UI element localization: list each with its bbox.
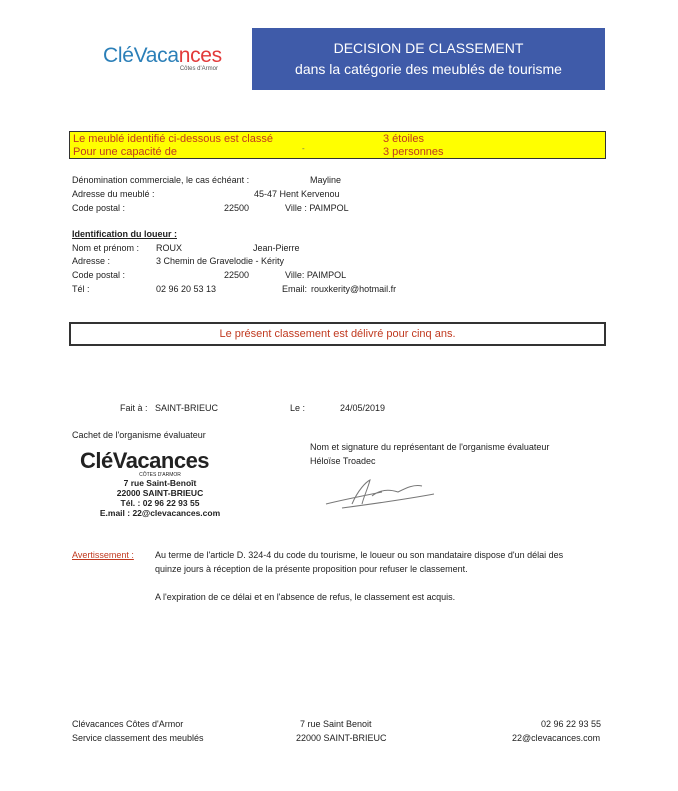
stamp-address: 7 rue Saint-Benoît	[123, 478, 197, 488]
organisme-stamp	[80, 448, 240, 518]
denom-label: Dénomination commerciale, le cas échéant :	[72, 175, 250, 185]
validity-notice: Le présent classement est délivré pour cinq ans.	[69, 322, 606, 346]
email-value: rouxkerity@hotmail.fr	[311, 284, 397, 294]
footer-service: Service classement des meublés	[72, 733, 204, 743]
footer-address: 7 rue Saint Benoit	[300, 719, 372, 729]
nom-value: ROUX	[156, 243, 183, 253]
cp-loueur-value: 22500	[224, 270, 250, 280]
classement-label-2: Pour une capacité de	[73, 146, 177, 158]
cp-meuble-label: Code postal :	[72, 203, 126, 213]
handwritten-signature	[322, 474, 442, 514]
logo-subtitle: Côtes d'Armor	[179, 66, 218, 72]
title-banner	[252, 28, 605, 90]
ville-loueur: Ville: PAIMPOL	[285, 270, 347, 280]
signature-label: Nom et signature du représentant de l'organisme évaluateur	[310, 442, 550, 452]
fait-value: SAINT-BRIEUC	[155, 403, 219, 413]
loueur-heading: Identification du loueur :	[72, 229, 177, 239]
stamp-sub: CÔTES D'ARMOR	[139, 472, 181, 478]
footer-city: 22000 SAINT-BRIEUC	[296, 733, 387, 743]
date-value: 24/05/2019	[340, 403, 386, 413]
cachet-label: Cachet de l'organisme évaluateur	[72, 430, 206, 440]
stamp-city: 22000 SAINT-BRIEUC	[116, 488, 204, 498]
adresse-loueur-label: Adresse :	[72, 256, 111, 266]
classement-value-1: 3 étoiles	[383, 133, 424, 145]
cp-meuble-value: 22500	[224, 203, 250, 213]
ville-meuble: Ville : PAIMPOL	[285, 203, 349, 213]
adresse-meuble-value: 45-47 Hent Kervenou	[254, 189, 340, 199]
tel-label: Tél :	[72, 284, 90, 294]
avertissement-text-2: quinze jours à réception de la présente proposition pour refuser le classement.	[155, 564, 468, 574]
adresse-loueur-value: 3 Chemin de Gravelodie - Kérity	[156, 256, 285, 266]
stamp-brand: CléVacances	[80, 448, 210, 473]
classement-label-1: Le meublé identifié ci-dessous est classé	[73, 133, 273, 145]
email-label: Email:	[282, 284, 308, 294]
title-line1: DECISION DE CLASSEMENT	[333, 40, 524, 56]
stamp-email: E.mail : 22@clevacances.com	[99, 508, 221, 518]
clevacances-logo	[103, 44, 238, 72]
avertissement-text-1: Au terme de l'article D. 324-4 du code du tourisme, le loueur ou son mandataire dispose d'un délai des	[155, 550, 564, 560]
nom-label: Nom et prénom :	[72, 243, 140, 253]
footer-phone: 02 96 22 93 55	[541, 719, 602, 729]
footer-org-name: Clévacances Côtes d'Armor	[72, 719, 184, 729]
classement-mark: -	[302, 144, 305, 153]
cp-loueur-label: Code postal :	[72, 270, 126, 280]
avertissement-text-3: A l'expiration de ce délai et en l'absence de refus, le classement est acquis.	[155, 592, 456, 602]
avertissement-label: Avertissement :	[72, 550, 134, 560]
title-line2: dans la catégorie des meublés de tourisme	[295, 61, 562, 77]
date-label: Le :	[290, 403, 306, 413]
footer-email: 22@clevacances.com	[512, 733, 601, 743]
logo-wordmark: CléVacances	[103, 44, 222, 67]
prenom-value: Jean-Pierre	[253, 243, 300, 253]
signature-name: Héloïse Troadec	[310, 456, 376, 466]
fait-label: Fait à :	[120, 403, 148, 413]
adresse-meuble-label: Adresse du meublé :	[72, 189, 155, 199]
classement-box	[69, 131, 606, 159]
stamp-phone: Tél. : 02 96 22 93 55	[120, 498, 200, 508]
tel-value: 02 96 20 53 13	[156, 284, 217, 294]
classement-value-2: 3 personnes	[383, 146, 444, 158]
denom-value: Mayline	[310, 175, 342, 185]
